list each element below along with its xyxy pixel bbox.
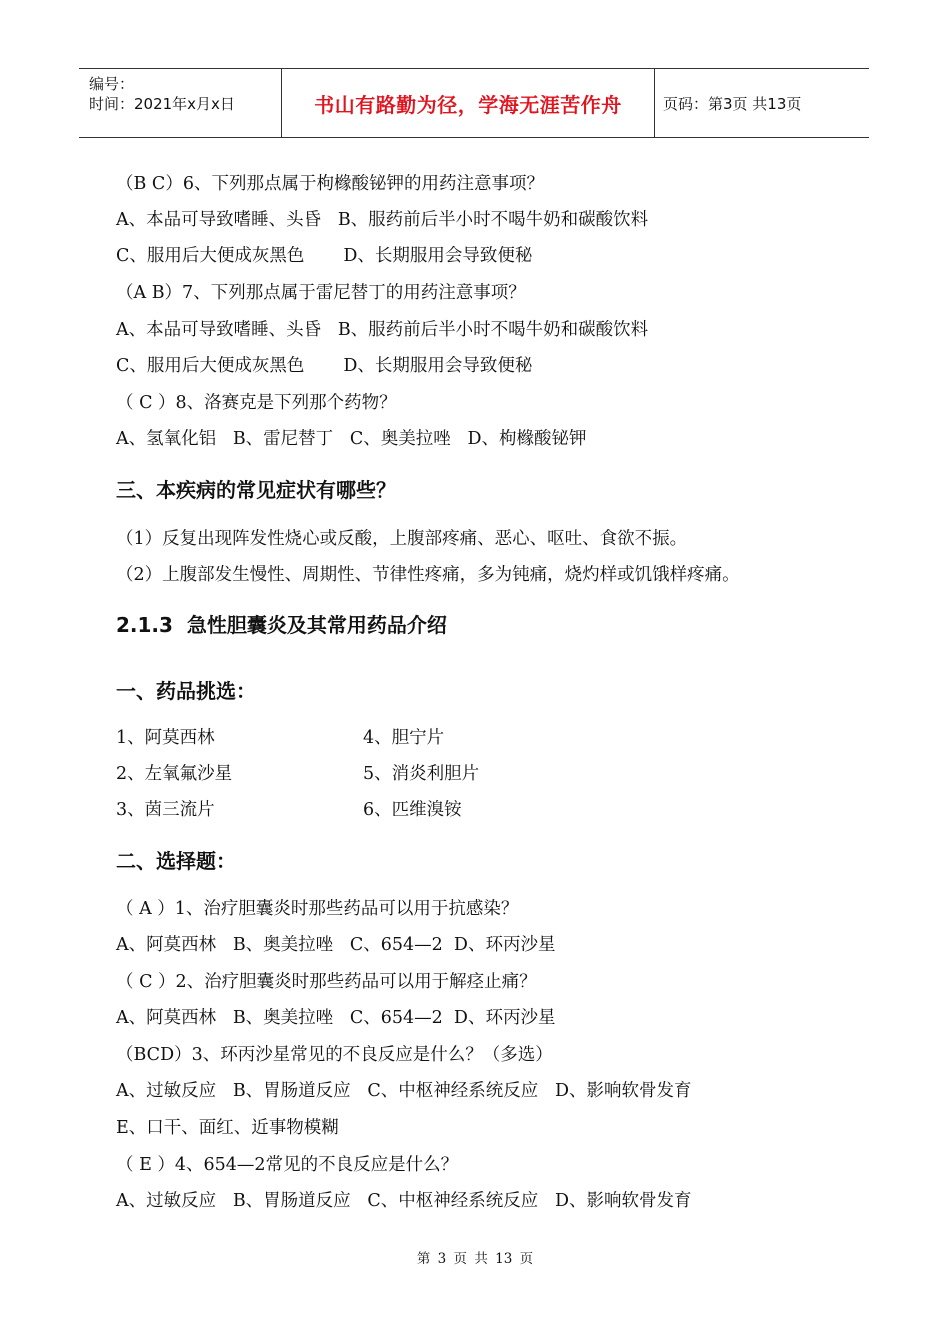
header-meta [79, 69, 281, 137]
question-7-options-1: A、本品可导致嗜睡、头昏 B、服药前后半小时不喝牛奶和碳酸饮料 [116, 320, 649, 340]
choice-question-3-options-1: A、过敏反应 B、胃肠道反应 C、中枢神经系统反应 D、影响软骨发育 [116, 1081, 692, 1101]
choice-question-2: （ C ）2、治疗胆囊炎时那些药品可以用于解痉止痛？ [116, 972, 537, 992]
drug-item: 1、阿莫西林 [116, 728, 215, 748]
drug-item: 5、消炎利胆片 [363, 764, 480, 784]
choice-question-4: （ E ）4、654—2常见的不良反应是什么？ [116, 1155, 459, 1175]
choice-heading: 二、选择题： [116, 849, 236, 873]
drug-item: 3、茵三流片 [116, 800, 215, 820]
question-6-options-1: A、本品可导致嗜睡、头昏 B、服药前后半小时不喝牛奶和碳酸饮料 [116, 210, 649, 230]
question-6-options-2: C、服用后大便成灰黑色 D、长期服用会导致便秘 [116, 246, 533, 266]
choice-question-3-options-2: E、口干、面红、近事物模糊 [116, 1118, 339, 1138]
section-title: 2.1.3 急性胆囊炎及其常用药品介绍 [116, 613, 447, 637]
doc-time: 时间：2021年x月x日 [89, 95, 235, 113]
header-motto-cell [281, 69, 655, 137]
page-footer: 第 3 页 共 13 页 [416, 1251, 534, 1267]
symptom-item-2: （2）上腹部发生慢性、周期性、节律性疼痛，多为钝痛，烧灼样或饥饿样疼痛。 [116, 565, 740, 585]
question-6: （B C）6、下列那点属于枸橼酸铋钾的用药注意事项？ [116, 174, 544, 194]
question-7-options-2: C、服用后大便成灰黑色 D、长期服用会导致便秘 [116, 356, 533, 376]
symptoms-heading: 三、本疾病的常见症状有哪些？ [116, 478, 396, 502]
drug-selection-heading: 一、药品挑选： [116, 679, 256, 703]
choice-question-2-options: A、阿莫西林 B、奥美拉唑 C、654—2 D、环丙沙星 [116, 1008, 556, 1028]
symptom-item-1: （1）反复出现阵发性烧心或反酸，上腹部疼痛、恶心、呕吐、食欲不振。 [116, 529, 688, 549]
choice-question-1: （ A ）1、治疗胆囊炎时那些药品可以用于抗感染？ [116, 899, 519, 919]
doc-number: 编号： [89, 75, 135, 93]
header-motto: 书山有路勤为径，学海无涯苦作舟 [314, 92, 622, 117]
drug-item: 2、左氧氟沙星 [116, 764, 233, 784]
question-8: （ C ）8、洛赛克是下列那个药物？ [116, 393, 397, 413]
choice-question-4-options: A、过敏反应 B、胃肠道反应 C、中枢神经系统反应 D、影响软骨发育 [116, 1191, 692, 1211]
choice-question-3: （BCD）3、环丙沙星常见的不良反应是什么？（多选） [116, 1045, 553, 1065]
drug-item: 4、胆宁片 [363, 728, 445, 748]
choice-question-1-options: A、阿莫西林 B、奥美拉唑 C、654—2 D、环丙沙星 [116, 935, 556, 955]
header-page-cell [654, 69, 869, 137]
page-header [79, 68, 869, 138]
drug-item: 6、匹维溴铵 [363, 800, 462, 820]
header-page-info: 页码：第3页 共13页 [663, 94, 802, 113]
question-8-options: A、氢氧化铝 B、雷尼替丁 C、奥美拉唑 D、枸橼酸铋钾 [116, 429, 587, 449]
question-7: （A B）7、下列那点属于雷尼替丁的用药注意事项？ [116, 283, 526, 303]
